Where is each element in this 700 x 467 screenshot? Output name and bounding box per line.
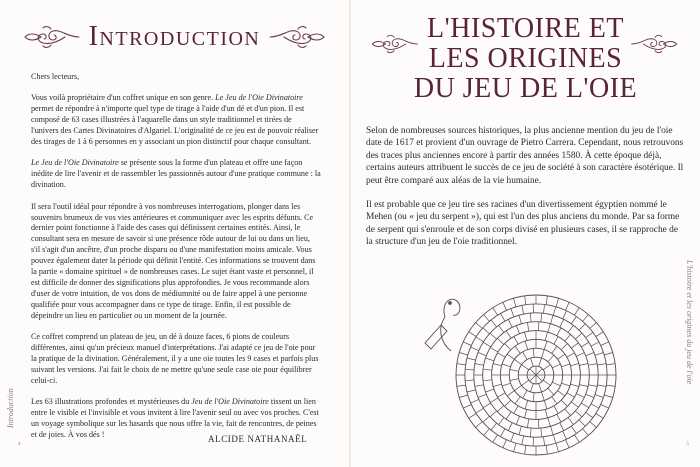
board-cell-divider bbox=[499, 325, 504, 332]
board-cell-divider bbox=[463, 405, 471, 409]
board-cell-divider bbox=[586, 394, 594, 397]
board-cell-divider bbox=[548, 388, 554, 395]
paragraph-1 bbox=[31, 93, 321, 148]
board-cell-divider bbox=[483, 342, 491, 347]
board-cell-divider bbox=[586, 353, 594, 356]
board-cell-divider bbox=[476, 337, 484, 342]
board-cell-divider bbox=[493, 435, 498, 443]
board-cell-divider bbox=[523, 352, 527, 360]
board-cell-divider bbox=[556, 298, 559, 307]
board-cell-divider bbox=[483, 403, 491, 408]
board-cell-divider bbox=[581, 342, 589, 347]
board-cell-divider bbox=[510, 370, 519, 372]
board-cell-divider bbox=[533, 349, 534, 358]
board-cell-divider bbox=[506, 331, 511, 338]
board-cell-divider bbox=[483, 328, 490, 334]
board-cell-divider bbox=[552, 364, 560, 368]
board-cell-divider bbox=[530, 428, 531, 437]
board-cell-divider bbox=[576, 394, 584, 398]
board-cell-divider bbox=[500, 313, 505, 321]
board-cell-divider bbox=[560, 319, 564, 327]
running-header-right: L'histoire et les origines du jeu de l'oie bbox=[685, 260, 694, 385]
board-cell-divider bbox=[544, 341, 547, 349]
board-cell-divider bbox=[476, 408, 484, 413]
board-cell-divider bbox=[516, 416, 519, 424]
board-cell-divider bbox=[514, 385, 521, 390]
board-cell-divider bbox=[543, 365, 550, 370]
board-cell-divider bbox=[530, 375, 536, 381]
board-cell-divider bbox=[563, 431, 567, 439]
board-cell-divider bbox=[557, 328, 561, 336]
board-cell-divider bbox=[541, 313, 542, 322]
board-cell-divider bbox=[538, 322, 539, 331]
board-cell-divider bbox=[525, 332, 527, 341]
paragraph-4: Ce coffret comprend un plateau de jeu, un dé à douze faces, 6 pions de couleurs différentes, ainsi qu'un précieux manuel d'interprétations. J'ai adapté ce jeu de l'oie pour la pratique de la divination. Généralement, il y a une oie toutes les 9 cases et parfois plus suivant les versions. J'ai fait le choix de ne mettre qu'une seule case oie pour équilibrer celui-ci. bbox=[31, 332, 319, 385]
board-cell-divider bbox=[541, 428, 542, 437]
board-cell-divider bbox=[556, 443, 559, 452]
board-cell-divider bbox=[490, 398, 498, 403]
right-flourish-ornament bbox=[630, 32, 680, 56]
board-cell-divider bbox=[546, 445, 547, 454]
board-cell-divider bbox=[530, 313, 531, 322]
board-cell-divider bbox=[483, 416, 490, 422]
board-cell-divider bbox=[457, 364, 466, 365]
board-cell-divider bbox=[508, 423, 512, 431]
author-signature: ALCIDE NATHANAËL bbox=[208, 434, 308, 444]
board-cell-divider bbox=[465, 380, 474, 381]
board-cell-divider bbox=[565, 334, 571, 341]
board-cell-divider bbox=[531, 384, 534, 392]
p1-book-title: Le Jeu de l'Oie Divinatoire bbox=[215, 93, 303, 103]
board-cell-divider bbox=[490, 348, 498, 353]
board-cell-divider bbox=[570, 364, 579, 366]
board-cell-divider bbox=[548, 355, 554, 362]
p2-text-b: se présente sous la forme d'un plateau et offre une façon inédite de lire l'avenir et de rassembler les passionnés autour d'une pratique commune : la divination. bbox=[31, 158, 321, 190]
board-cell-divider bbox=[531, 358, 534, 366]
board-cell-divider bbox=[459, 395, 468, 398]
board-cell-divider bbox=[471, 347, 479, 351]
p1-text-c: permet de répondre à n'importe quel type de tirage à l'aide d'un dé et d'un pion. Il est composé de 63 cases illustrées à l'aquarelle dans un style traditionnel et tirées de l'univers des Cartes Divinatoires d'Algariel. L'originalité de ce jeu est de pouvoir réaliser des tirages de 1 à 6 personnes en y associant un pion distinctif pour chaque consultant. bbox=[31, 104, 319, 147]
board-cell-divider bbox=[514, 406, 518, 414]
board-cell-divider bbox=[510, 379, 519, 381]
board-cell-divider bbox=[475, 385, 484, 387]
board-cell-divider bbox=[561, 400, 567, 406]
paragraph-1: Selon de nombreuses sources historiques, la plus ancienne mention du jeu de l'oie date de 1617 et provient d'un ouvrage de Pietro Carrera. Cependant, nous retrouvons des traces plus anciennes encore à partir des années 1580. À cette époque déjà, certains auteurs attribuent le succès de ce jeu de société à son caractère ésotérique. Il peut être comparé aux aléas de la vie humaine. bbox=[366, 126, 684, 186]
board-cell-divider bbox=[553, 307, 556, 316]
board-cell-divider bbox=[590, 422, 597, 428]
board-cell-divider bbox=[503, 440, 507, 448]
board-cell-divider bbox=[533, 393, 534, 402]
board-cell-divider bbox=[469, 413, 477, 418]
introduction-text bbox=[31, 72, 321, 451]
board-cell-divider bbox=[583, 429, 589, 436]
paragraph-2 bbox=[31, 158, 321, 191]
board-cell-divider bbox=[561, 364, 569, 367]
board-cell-divider bbox=[591, 404, 599, 408]
greeting: Chers lecteurs, bbox=[31, 72, 80, 81]
board-cell-divider bbox=[544, 304, 545, 313]
board-cell-divider bbox=[571, 402, 578, 407]
board-cell-divider bbox=[586, 412, 593, 417]
board-cell-divider bbox=[539, 358, 542, 366]
board-cell-divider bbox=[544, 400, 547, 408]
board-cell-divider bbox=[557, 414, 561, 422]
board-cell-divider bbox=[511, 309, 514, 317]
board-cell-divider bbox=[502, 383, 510, 386]
paragraph-2: Il est probable que ce jeu tire ses racines d'un divertissement égyptien nommé le Mehen (ou « jeu du serpent »), qui est l'un des plus anciens du monde. Par sa forme de serpent qui s'enroule et de son corps divisé en plusieurs cases, il se rapproche de la structure d'un jeu de l'oie traditionnel. bbox=[366, 200, 680, 248]
board-cell-divider bbox=[604, 353, 613, 356]
board-cell-divider bbox=[505, 400, 511, 406]
board-cell-divider bbox=[566, 302, 570, 310]
board-cell-divider bbox=[595, 395, 604, 398]
board-cell-divider bbox=[505, 344, 511, 350]
board-cell-divider bbox=[523, 390, 527, 398]
board-cell-divider bbox=[597, 385, 606, 386]
p2-book-title: Le Jeu de l'Oie Divinatoire bbox=[31, 158, 119, 168]
board-cell-divider bbox=[522, 436, 524, 445]
p5-text-c: tissent un lien entre le visible et l'invisible et vous invitent à lire l'avenir seul ou avec vos proches. C'est un voyage symbolique sur les hasards que nous offre la vie, fait de rencontres, de peines et de joies. À vos dés ! bbox=[31, 397, 319, 439]
board-cell-divider bbox=[567, 353, 575, 357]
board-cell-divider bbox=[574, 435, 579, 443]
board-cell-divider bbox=[565, 409, 571, 416]
board-cell-divider bbox=[475, 364, 484, 366]
board-cell-divider bbox=[457, 385, 466, 386]
page-title-line-1: L'HISTOIRE ET bbox=[427, 13, 624, 44]
board-cell-divider bbox=[506, 412, 511, 419]
board-cell-divider bbox=[476, 422, 483, 428]
board-cell-divider bbox=[515, 397, 520, 404]
board-cell-divider bbox=[508, 319, 512, 327]
board-cell-divider bbox=[579, 420, 585, 426]
board-cell-divider bbox=[601, 405, 609, 409]
board-cell-divider bbox=[552, 346, 557, 353]
right-flourish-ornament bbox=[268, 25, 328, 49]
board-cell-divider bbox=[490, 333, 497, 339]
left-flourish-ornament bbox=[21, 25, 81, 49]
board-cell-divider bbox=[519, 315, 521, 324]
board-cell-divider bbox=[601, 342, 609, 346]
board-cell-divider bbox=[527, 419, 528, 428]
board-cell-divider bbox=[579, 385, 588, 387]
board-cell-divider bbox=[476, 323, 483, 329]
serpent-head-drawing bbox=[444, 299, 460, 317]
board-cell-divider bbox=[583, 315, 589, 322]
board-cell-divider bbox=[563, 311, 567, 319]
board-cell-divider bbox=[469, 332, 477, 337]
right-title-block bbox=[351, 14, 700, 114]
mehen-board-illustration bbox=[401, 265, 621, 460]
board-cell-divider bbox=[478, 394, 486, 397]
board-cell-divider bbox=[493, 384, 502, 386]
board-cell-divider bbox=[498, 393, 506, 397]
board-cell-divider bbox=[467, 390, 476, 392]
board-cell-divider bbox=[576, 353, 584, 357]
board-cell-divider bbox=[522, 305, 524, 314]
board-cell-divider bbox=[566, 440, 570, 448]
left-page bbox=[0, 0, 349, 467]
board-cell-divider bbox=[543, 380, 550, 385]
board-cell-divider bbox=[575, 333, 582, 339]
board-cell-divider bbox=[590, 323, 597, 329]
board-cell-divider bbox=[571, 343, 578, 348]
board-cell-divider bbox=[483, 380, 492, 381]
board-cell-divider bbox=[491, 320, 497, 327]
page-title: Introduction bbox=[88, 21, 261, 52]
board-cell-divider bbox=[552, 397, 557, 404]
board-cell-divider bbox=[503, 302, 507, 310]
board-cell-divider bbox=[527, 322, 528, 331]
board-cell-divider bbox=[542, 392, 545, 401]
board-cell-divider bbox=[519, 426, 521, 435]
board-cell-divider bbox=[596, 413, 604, 418]
board-cell-divider bbox=[514, 337, 518, 345]
board-cell-divider bbox=[560, 423, 564, 431]
paragraph-3: Il sera l'outil idéal pour répondre à vos nombreuses interrogations, plonger dans les souvenirs brumeux de vos vies antérieures et communiquer avec les esprits défunts. Ce dernier point fonctionne à l'aide des cases qui définissent certaines entités. Ainsi, le consultant sera en mesure de savoir si une présence rôde autour de lui ou dans un lieu, s'il s'agit d'un ancêtre, d'un proche disparu ou d'une manifestation moins amicale. Vous pouvez également dater la période qui définit l'entité. Ces informations se trouvent dans la partie « domaine spirituel » de nombreuses cases. Le sujet étant vaste et personnel, il est difficile de donner des significations plus approfondies. Je vous recommande alors d'user de votre intuition, de vos dons de médiumnité ou de faire appel à une personne qualifiée pour vous accompagner dans ce type de tirage. Enfin, il est possible de dépeindre un lieu en particulier ou un moment de la journée. bbox=[31, 201, 316, 320]
board-cell-divider bbox=[561, 383, 569, 386]
board-cell-divider bbox=[588, 385, 597, 387]
board-cell-divider bbox=[597, 364, 606, 365]
board-cell-divider bbox=[579, 324, 585, 330]
board-cell-divider bbox=[522, 365, 529, 370]
board-cell-divider bbox=[484, 315, 490, 322]
board-cell-divider bbox=[511, 433, 514, 441]
board-cell-divider bbox=[581, 403, 589, 408]
board-cell-divider bbox=[551, 315, 553, 324]
board-cell-divider bbox=[490, 411, 497, 417]
board-cell-divider bbox=[558, 354, 565, 359]
board-cell-divider bbox=[478, 353, 486, 356]
board-cell-divider bbox=[530, 369, 536, 375]
board-cell-divider bbox=[463, 342, 471, 346]
history-text bbox=[366, 125, 686, 261]
page-number-left: 4 bbox=[18, 442, 21, 447]
p1-text-a: Vous voilà propriétaire d'un coffret unique en son genre. bbox=[31, 93, 216, 103]
board-cell-divider bbox=[499, 418, 504, 425]
board-cell-divider bbox=[546, 296, 547, 305]
board-cell-divider bbox=[536, 375, 542, 381]
board-cell-divider bbox=[525, 409, 527, 418]
page-title-line-2: LES ORIGINES bbox=[428, 43, 623, 74]
board-cell-divider bbox=[570, 384, 579, 386]
board-cell-divider bbox=[465, 369, 474, 370]
board-cell-divider bbox=[606, 385, 615, 386]
board-cell-divider bbox=[484, 429, 490, 436]
board-cell-divider bbox=[525, 296, 526, 305]
board-cell-divider bbox=[568, 325, 573, 332]
board-cell-divider bbox=[558, 391, 565, 396]
board-cell-divider bbox=[579, 364, 588, 366]
board-cell-divider bbox=[483, 369, 492, 370]
board-cell-divider bbox=[514, 298, 517, 307]
running-header-left: Introduction bbox=[6, 388, 15, 428]
board-cell-divider bbox=[497, 406, 503, 412]
p5-text-a: Les 63 illustrations profondes et mystérieuses du bbox=[31, 397, 192, 407]
p5-book-title: Jeu de l'Oie Divinatoire bbox=[191, 397, 269, 407]
board-cell-divider bbox=[606, 364, 615, 365]
board-cell-divider bbox=[554, 406, 558, 414]
board-cell-divider bbox=[571, 426, 576, 433]
board-cell-divider bbox=[542, 350, 545, 359]
board-cell-divider bbox=[525, 445, 526, 454]
board-cell-divider bbox=[514, 359, 521, 364]
board-cell-divider bbox=[538, 419, 539, 428]
page-title-line-3: DU JEU DE L'OIE bbox=[413, 73, 638, 104]
right-page bbox=[351, 0, 700, 467]
board-cell-divider bbox=[595, 353, 604, 356]
board-cell-divider bbox=[515, 346, 520, 353]
board-cell-divider bbox=[604, 395, 613, 398]
page-number-right: 5 bbox=[686, 442, 689, 447]
board-cell-divider bbox=[571, 317, 576, 324]
board-cell-divider bbox=[596, 332, 604, 337]
board-cell-divider bbox=[491, 423, 497, 430]
board-cell-divider bbox=[567, 393, 575, 397]
board-cell-divider bbox=[586, 332, 593, 337]
board-cell-divider bbox=[552, 382, 560, 386]
board-cell-divider bbox=[591, 342, 599, 346]
board-cell-divider bbox=[516, 326, 519, 334]
board-cell-divider bbox=[507, 391, 514, 396]
board-stand-drawing bbox=[425, 325, 447, 349]
board-cell-divider bbox=[522, 380, 529, 385]
board-cell-divider bbox=[525, 400, 528, 408]
board-cell-divider bbox=[500, 429, 505, 437]
board-cell-divider bbox=[471, 399, 479, 403]
board-cell-divider bbox=[575, 411, 582, 417]
board-cell-divider bbox=[486, 389, 494, 392]
board-cell-divider bbox=[553, 435, 556, 444]
board-cell-divider bbox=[544, 437, 545, 446]
left-title-block bbox=[0, 20, 349, 54]
board-cell-divider bbox=[554, 337, 558, 345]
board-cell-divider bbox=[497, 338, 503, 344]
board-cell-divider bbox=[498, 353, 506, 357]
board-cell-divider bbox=[574, 308, 579, 316]
board-cell-divider bbox=[539, 384, 542, 392]
board-cell-divider bbox=[493, 308, 498, 316]
board-cell-divider bbox=[507, 354, 514, 359]
board-cell-divider bbox=[551, 426, 553, 435]
board-cell-divider bbox=[459, 353, 468, 356]
board-cell-divider bbox=[588, 364, 597, 366]
board-cell-divider bbox=[545, 409, 547, 418]
board-cell-divider bbox=[568, 418, 573, 425]
board-cell-divider bbox=[486, 358, 494, 361]
board-cell-divider bbox=[548, 418, 550, 427]
board-cell-divider bbox=[493, 364, 502, 366]
board-cell-divider bbox=[548, 324, 550, 333]
board-cell-divider bbox=[467, 358, 476, 360]
board-cell-divider bbox=[525, 341, 528, 349]
board-cell-divider bbox=[561, 344, 567, 350]
board-cell-divider bbox=[514, 443, 517, 452]
board-cell-divider bbox=[502, 364, 510, 367]
board-cell-divider bbox=[545, 332, 547, 341]
board-cell-divider bbox=[536, 369, 542, 375]
